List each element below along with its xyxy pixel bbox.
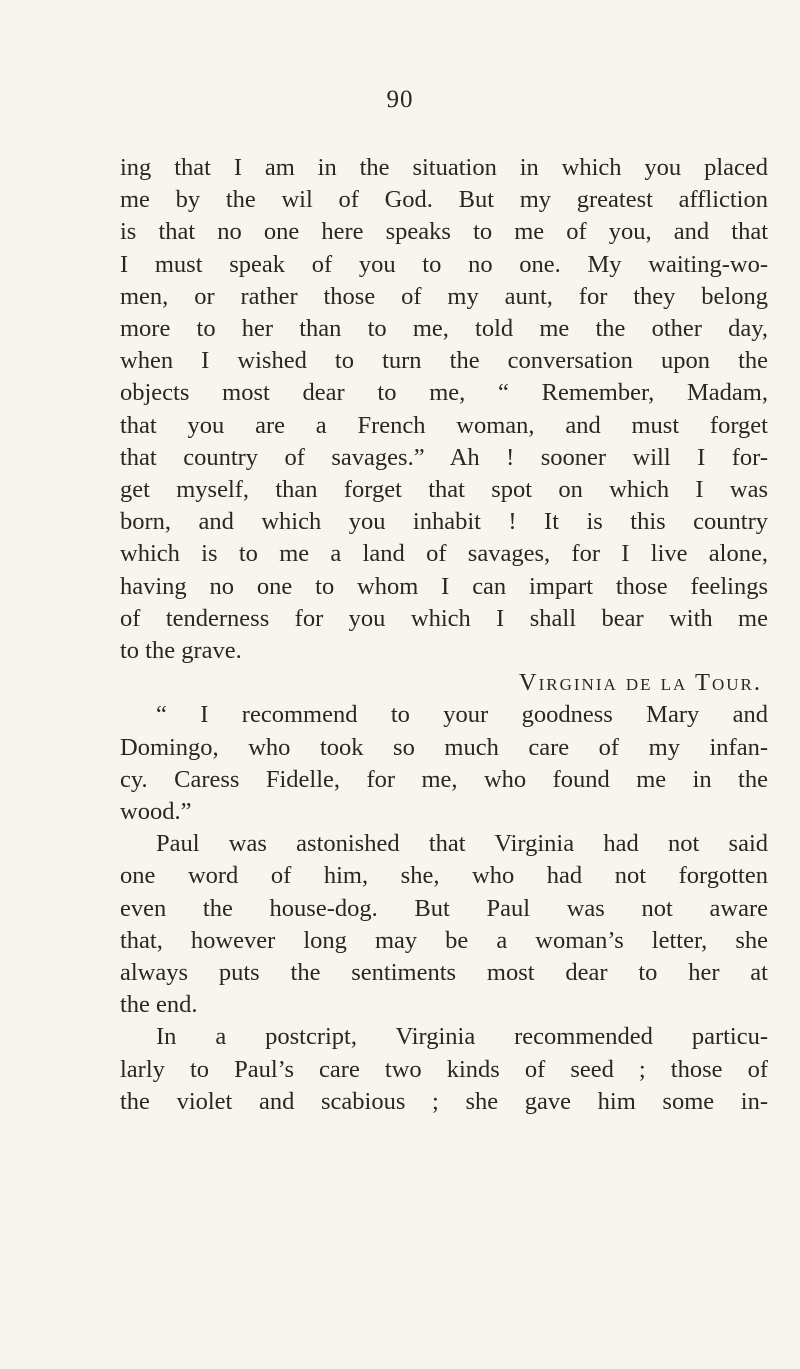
text-line: that you are a French woman, and must forget (120, 411, 768, 439)
text-line: that, however long may be a woman’s letter, she (120, 926, 768, 954)
text-line: when I wished to turn the conversation upon the (120, 347, 768, 375)
text-line: that country of savages.” Ah ! sooner will I for- (120, 443, 768, 471)
text-line: is that no one here speaks to me of you, and that (120, 218, 768, 246)
text-line: to the grave. (120, 637, 242, 665)
page-number: 90 (386, 86, 414, 113)
text-line: larly to Paul’s care two kinds of seed ; those of (120, 1055, 768, 1083)
text-line: always puts the sentiments most dear to her at (120, 959, 768, 987)
text-line: more to her than to me, told me the other day, (120, 315, 768, 343)
text-line: born, and which you inhabit ! It is this country (120, 508, 768, 536)
text-line: ing that I am in the situation in which you placed (120, 154, 768, 181)
text-line: which is to me a land of savages, for I live alone, (120, 540, 768, 568)
text-line: of tenderness for you which I shall bear with me (120, 604, 768, 632)
text-line: having no one to whom I can impart those feelings (120, 572, 768, 600)
text-line: me by the wil of God. But my greatest affliction (120, 186, 768, 214)
text-line: wood.” (120, 798, 192, 826)
text-line: “ I recommend to your goodness Mary and (156, 701, 768, 729)
text-line: In a postcript, Virginia recommended particu- (156, 1023, 768, 1051)
body-text (120, 152, 768, 1118)
text-line: objects most dear to me, “ Remember, Madam, (120, 379, 768, 407)
text-line: the end. (120, 991, 198, 1019)
text-line: cy. Caress Fidelle, for me, who found me in the (120, 765, 768, 793)
text-line: one word of him, she, who had not forgotten (120, 862, 768, 890)
letter-signature: Virginia de la Tour. (518, 669, 762, 697)
text-line: get myself, than forget that spot on which I was (120, 476, 768, 504)
text-line: Domingo, who took so much care of my infan- (120, 733, 768, 761)
text-line: even the house-dog. But Paul was not aware (120, 894, 768, 922)
text-line: men, or rather those of my aunt, for they belong (120, 282, 768, 310)
text-line: I must speak of you to no one. My waiting-wo- (120, 250, 768, 278)
text-line: Paul was astonished that Virginia had not said (156, 830, 768, 858)
text-line: the violet and scabious ; she gave him some in- (120, 1087, 768, 1115)
